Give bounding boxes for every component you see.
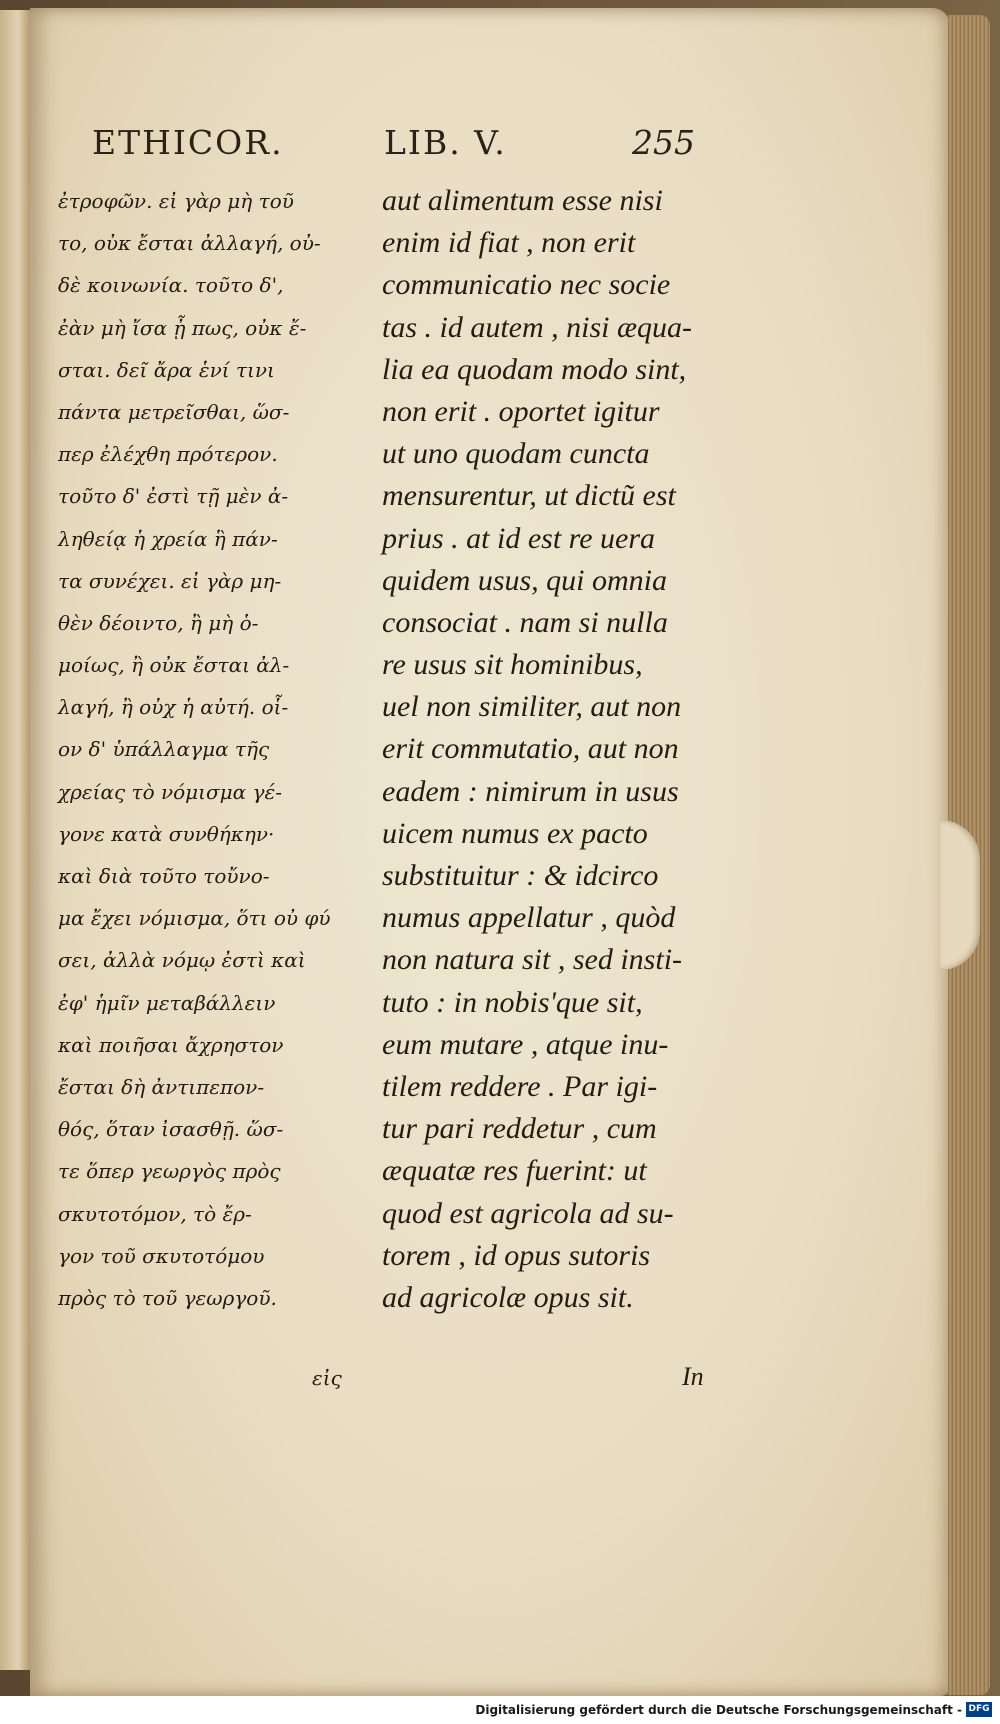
header-title: ETHICOR. (92, 123, 284, 162)
greek-text-line: τα συνέχει. εἰ γὰρ μη- (58, 568, 282, 593)
greek-text-line: πρὸς τὸ τοῦ γεωργοῦ. (58, 1285, 277, 1310)
greek-text-line: πάντα μετρεῖσθαι, ὥσ- (58, 399, 290, 424)
latin-text-line: erit commutatio, aut non (382, 732, 679, 766)
latin-text-line: lia ea quodam modo sint, (382, 352, 687, 386)
latin-text-line: mensurentur, ut dictũ est (382, 479, 676, 513)
thumb-tab (940, 820, 980, 970)
page-number: 255 (632, 123, 695, 162)
greek-text-line: σται. δεῖ ἄρα ἑνί τινι (58, 357, 275, 382)
greek-text-line: σει, ἀλλὰ νόμῳ ἐστὶ καὶ (58, 948, 306, 973)
latin-text-line: numus appellatur , quòd (382, 901, 676, 935)
latin-text-line: tilem reddere . Par igi- (382, 1069, 658, 1103)
greek-text-line: ληθείᾳ ἡ χρεία ἣ πάν- (58, 526, 278, 551)
latin-text-line: tuto : in nobis'que sit, (382, 985, 643, 1019)
latin-text-line: uel non similiter, aut non (382, 690, 682, 724)
latin-text-line: substituitur : & idcirco (382, 859, 659, 892)
greek-text-line: δὲ κοινωνία. τοῦτο δ', (58, 273, 284, 298)
facing-page-edge (0, 10, 30, 1670)
greek-text-line: χρείας τὸ νόμισμα γέ- (58, 779, 282, 804)
greek-text-line: θός, ὅταν ἰσασθῇ. ὥσ- (58, 1117, 284, 1142)
greek-text-line: ἐὰν μὴ ἴσα ᾖ πως, οὐκ ἔ- (58, 315, 307, 340)
funding-credit: Digitalisierung gefördert durch die Deutsche Forschungsgemeinschaft - (475, 1703, 962, 1717)
latin-text-line: eum mutare , atque inu- (382, 1027, 669, 1061)
greek-column (58, 180, 378, 1319)
dfg-logo: DFG (966, 1702, 992, 1717)
greek-text-line: καὶ ποιῆσαι ἄχρηστον (58, 1032, 284, 1057)
greek-text-line: το, οὐκ ἔσται ἀλλαγή, οὐ- (58, 231, 321, 256)
greek-text-line: ἐφ' ἡμῖν μεταβάλλειν (58, 990, 276, 1015)
latin-text-line: torem , id opus sutoris (382, 1238, 651, 1272)
latin-text-line: ad agricolæ opus sit. (382, 1280, 634, 1314)
greek-text-line: περ ἐλέχθη πρότερον. (58, 442, 278, 467)
latin-text-line: uicem numus ex pacto (382, 816, 648, 850)
greek-text-line: μοίως, ἢ οὐκ ἔσται ἀλ- (58, 653, 290, 678)
greek-text-line: θὲν δέοιντο, ἢ μὴ ὁ- (58, 610, 259, 635)
latin-text-line: aut alimentum esse nisi (382, 184, 663, 217)
latin-text-line: quidem usus, qui omnia (382, 563, 667, 597)
latin-column (382, 180, 722, 1319)
latin-text-line: eadem : nimirum in usus (382, 774, 679, 808)
latin-text-line: non erit . oportet igitur (382, 394, 660, 428)
latin-text-line: tas . id autem , nisi æqua- (382, 310, 693, 344)
latin-text-line: non natura sit , sed insti- (382, 943, 683, 977)
latin-text-line: re usus sit hominibus, (382, 648, 643, 682)
latin-text-line: consociat . nam si nulla (382, 605, 668, 639)
greek-text-line: λαγή, ἢ οὐχ ἡ αὐτή. οἷ- (58, 695, 289, 720)
greek-text-line: σκυτοτόμον, τὸ ἔρ- (58, 1201, 252, 1226)
greek-text-line: τοῦτο δ' ἐστὶ τῇ μὲν ἀ- (58, 484, 289, 509)
greek-text-line: γον τοῦ σκυτοτόμου (58, 1243, 265, 1268)
latin-text-line: quod est agricola ad su- (382, 1196, 674, 1230)
latin-text-line: prius . at id est re uera (382, 521, 656, 555)
greek-text-line: τε ὅπερ γεωργὸς πρὸς (58, 1159, 281, 1184)
latin-text-line: ut uno quodam cuncta (382, 437, 650, 471)
greek-text-line: γονε κατὰ συνθήκην· (58, 821, 275, 846)
running-header (92, 123, 742, 169)
header-book: LIB. V. (384, 123, 507, 162)
latin-catchword: In (682, 1362, 704, 1391)
greek-text-line: ἐτροφῶν. εἰ γὰρ μὴ τοῦ (58, 189, 294, 213)
latin-text-line: enim id fiat , non erit (382, 226, 636, 260)
latin-text-line: tur pari reddetur , cum (382, 1112, 657, 1146)
greek-catchword: εἰς (312, 1366, 342, 1390)
greek-text-line: καὶ διὰ τοῦτο τοὔνο- (58, 864, 270, 888)
latin-text-line: communicatio nec socie (382, 268, 671, 302)
greek-text-line: μα ἔχει νόμισμα, ὅτι οὐ φύ (58, 906, 331, 931)
greek-text-line: ἔσται δὴ ἀντιπεπον- (58, 1074, 265, 1099)
latin-text-line: æquatæ res fuerint: ut (382, 1154, 647, 1188)
greek-text-line: ον δ' ὑπάλλαγμα τῆς (58, 737, 270, 762)
